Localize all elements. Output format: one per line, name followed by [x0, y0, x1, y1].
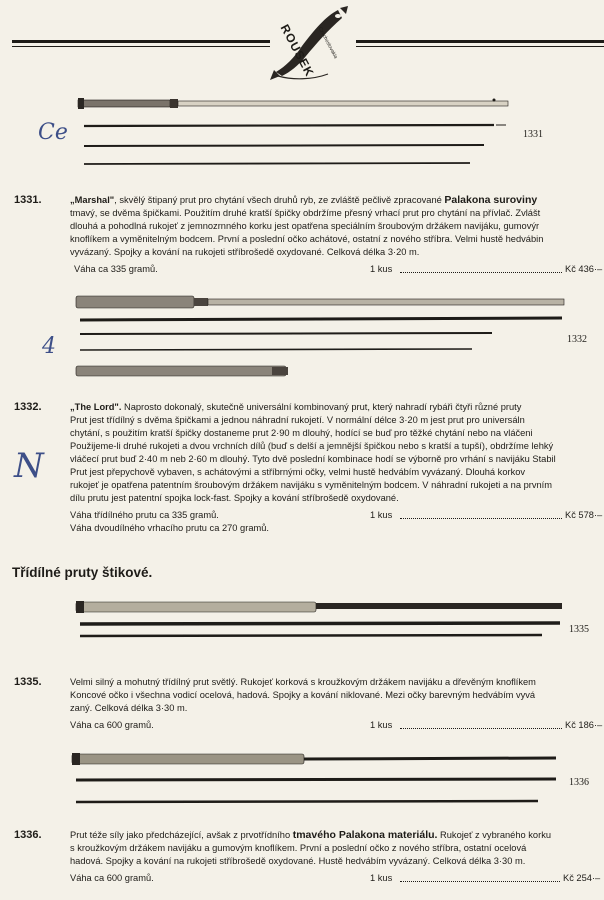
figure-label-1331: 1331: [523, 129, 543, 140]
item-price-1331: Kč 436·–: [565, 264, 603, 274]
item-desc-1332-line4: Použijeme-li druhé rukojeti a dvou vrchních dílů (buď s delší a jemnější špičkou nebo s kratší a tupší), obdržíme lehký: [70, 441, 554, 451]
item-desc-1332-line8: dílu prutu jest patentní spojka lock-fast. Spojky a kování stříbrošedě oxydované.: [70, 493, 399, 503]
item-desc-1332-line6: Prut jest přepychově vybaven, s achátovými a stříbrnými očky, velmi hustě hedvábím vyvázaný. Dlouhá korkov: [70, 467, 526, 477]
leader-dots-1331: [400, 272, 562, 273]
rod-illustration-1336: [68, 750, 564, 810]
item-description-1336-line1: [70, 829, 604, 841]
item-qty-1332: 1 kus: [370, 510, 393, 520]
item-desc-1336-line2: s kroužkovým držákem navijáku a gumovým knoflíkem. První a poslední očko z nového stříbra, ostatní ocelová: [70, 843, 527, 853]
rod-illustration-1335: [72, 600, 568, 640]
item-number-1332: 1332.: [14, 401, 42, 413]
item-description-1332-line1: [70, 401, 604, 413]
header-rule-left: [12, 40, 270, 43]
item-desc-1336-line3: hadová. Spojky a kování na rukojeti stříbrošedě oxydované. Hustě hedvábím vyvázaný. Celková délka 3·30 m.: [70, 856, 526, 866]
item-desc-1331-line4: knoflíkem a vyměnitelným bodcem. První a poslední očko achátové, ostatní z nového stříbra. Velmi hustě hedvábin: [70, 234, 544, 244]
leader-dots-1335: [400, 728, 562, 729]
item-desc-1331-bold: Palakona suroviny: [444, 194, 538, 206]
item-desc-1332-line7: rukojeť je opatřena patentním šroubovým držákem navijáku s vyměnitelným bodcem. V náhradní rukojeti a na prvním: [70, 480, 552, 490]
header-rule-right: [356, 40, 604, 43]
margin-handwriting-1: Ce: [38, 120, 68, 145]
rod-illustration-1332: [72, 294, 572, 380]
item-desc-1336-bold: tmavého Palakona materiálu.: [292, 829, 438, 841]
section-title: Třídílné pruty štikové.: [12, 565, 153, 580]
item-number-1335: 1335.: [14, 676, 42, 688]
item-price-1336: Kč 254·–: [563, 873, 601, 883]
item-desc-1331-line2: tmavý, se dvěma špičkami. Použitím druhé kratší špičky obdržíme přesný vrhací prut pro chytání na přívlač. Zvlášt: [70, 208, 541, 218]
item-weight-1335: Váha ca 600 gramů.: [70, 720, 154, 730]
item-qty-1331: 1 kus: [370, 264, 393, 274]
item-desc-1335-line1: Velmi silný a mohutný třídílný prut světlý. Rukojeť korková s kroužkovým držákem navijáku a dřevěným knoflíkem: [70, 677, 536, 687]
rod-illustration-1331: [74, 94, 514, 170]
header-rule-left-thin: [12, 46, 270, 47]
figure-label-1332: 1332: [567, 334, 587, 345]
item-price-1332: Kč 578·–: [565, 510, 603, 520]
figure-label-1336: 1336: [569, 777, 589, 788]
item-desc-1332-line3: chytání, s použitím kratší špičky dostaneme prut 2·90 m dlouhý, hodící se buď pro těžké chytání nebo na vláčeni: [70, 428, 533, 438]
item-title-1332: „The Lord".: [70, 402, 122, 412]
item-desc-1331-line3: dlouhá a pohodlná rukojeť z jemnozrnného korku jest opatřena speciálním šroubovým držákem navijáku, gumovýr: [70, 221, 540, 231]
brand-subtitle: Czechoslovakia: [316, 26, 339, 60]
item-desc-1332-rest: Naprosto dokonalý, skutečně universální kombinovaný prut, který nahradí rybáři čtyři různé pruty: [121, 402, 522, 412]
item-weight2-1332: Váha dvoudílného vrhacího prutu ca 270 gramů.: [70, 523, 269, 533]
item-desc-1336-pre: Prut téže síly jako předcházející, avšak z prvotřídního: [70, 830, 293, 840]
item-number-1331: 1331.: [14, 194, 42, 206]
item-qty-1336: 1 kus: [370, 873, 393, 883]
figure-label-1335: 1335: [569, 624, 589, 635]
item-weight-1336: Váha ca 600 gramů.: [70, 873, 154, 883]
item-price-1335: Kč 186·–: [565, 720, 603, 730]
item-weight-1331: Váha ca 335 gramů.: [74, 264, 158, 274]
item-desc-1336-rest: Rukojeť z vybraného korku: [437, 830, 552, 840]
item-description-1331-line1: [70, 194, 604, 206]
margin-handwriting-3: N: [14, 446, 44, 486]
item-title-1331: „Marshal": [70, 195, 115, 205]
item-desc-1332-line5: vláčecí prut buď 2·40 m neb 2·60 m dlouhý. Tyto dvě poslední kombinace hodí se výborně pro vrhání s navijáku Stabil: [70, 454, 556, 464]
brand-name: ROUSEK: [277, 22, 317, 80]
item-qty-1335: 1 kus: [370, 720, 393, 730]
margin-handwriting-2: 4: [42, 334, 56, 359]
item-desc-1331-rest: , skvělý štipaný prut pro chytání všech druhů ryb, ze zvláště pečlivě zpracované: [114, 195, 445, 205]
item-desc-1335-line2: Koncové očko i všechna vodicí ocelová, hadová. Spojky a kování niklované. Mezi očky barevným hedvábím vyvá: [70, 690, 536, 700]
leader-dots-1332: [400, 518, 562, 519]
leader-dots-1336: [400, 881, 560, 882]
header-rule-right-thin: [356, 46, 604, 47]
item-number-1336: 1336.: [14, 829, 42, 841]
item-desc-1335-line3: zaný. Celková délka 3·30 m.: [70, 703, 188, 713]
item-desc-1332-line2: Prut jest třídílný s dvěma špičkami a jednou náhradní rukojetí. V normální délce 3·20 m jest prut pro universáln: [70, 415, 525, 425]
item-weight-1332: Váha třídílného prutu ca 335 gramů.: [70, 510, 219, 520]
item-desc-1331-line5: vyvázaný. Spojky a kování na rukojeti stříbrošedě oxydované. Celková délka 3·20 m.: [70, 247, 420, 257]
